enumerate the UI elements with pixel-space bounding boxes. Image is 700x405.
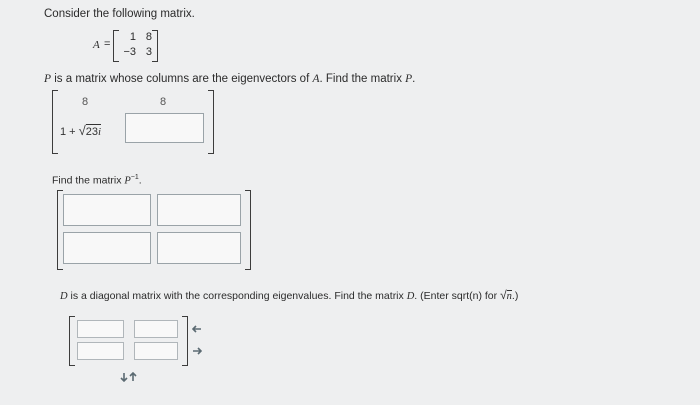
column-swap-arrow-down-icon[interactable]: [120, 372, 128, 384]
matrix-pinv-cell-input[interactable]: [157, 232, 241, 264]
matrix-d-cell-input[interactable]: [134, 320, 178, 338]
matrix-a-equals: =: [104, 38, 111, 50]
sqrt-n: n: [506, 291, 512, 302]
inverse-question-text: Find the matrix: [52, 174, 125, 187]
column-swap-arrow-up-icon[interactable]: [129, 372, 137, 384]
matrix-a-cell: 3: [145, 46, 152, 58]
matrix-pinv-cell-input[interactable]: [63, 194, 151, 226]
var-p2: P: [405, 73, 413, 85]
matrix-d-cell-input[interactable]: [134, 342, 178, 360]
d-question-end: .): [511, 290, 519, 302]
inverse-question: [52, 174, 142, 187]
matrix-d-cell-input[interactable]: [77, 320, 124, 338]
inverse-question-end: .: [138, 174, 142, 187]
prompt-text: Consider the following matrix.: [44, 8, 195, 20]
d-question: [60, 288, 518, 302]
row-swap-arrow-down-icon[interactable]: [192, 347, 202, 357]
imag-unit: i: [98, 126, 102, 138]
var-a: A: [312, 73, 320, 85]
var-d: D: [60, 291, 68, 302]
sqrt-symbol: √: [500, 288, 507, 302]
matrix-d-cell-input[interactable]: [77, 342, 124, 360]
matrix-p-top-left: 8: [82, 96, 89, 108]
var-p-inv: P: [124, 175, 131, 187]
matrix-p-bottom-left: [60, 123, 101, 138]
sqrt-symbol: √: [78, 123, 86, 138]
matrix-pinv-cell-input[interactable]: [63, 232, 151, 264]
inverse-superscript: −1: [130, 174, 139, 181]
matrix-pinv-cell-input[interactable]: [157, 194, 241, 226]
p-question: [44, 73, 415, 85]
var-p: P: [44, 73, 52, 85]
radicand: 23: [85, 126, 99, 138]
matrix-a-cell: −3: [123, 46, 136, 58]
matrix-p-bottom-right-input[interactable]: [125, 113, 204, 143]
matrix-p-right-bracket: [208, 90, 214, 154]
matrix-d-left-bracket: [69, 316, 75, 366]
matrix-a-right-bracket: [152, 30, 158, 62]
matrix-a-cell: 1: [129, 31, 136, 43]
d-question-text2: . (Enter sqrt(n) for: [414, 290, 501, 302]
bottom-left-prefix: 1 +: [60, 126, 79, 138]
p-question-text: is a matrix whose columns are the eigenvectors of: [51, 73, 313, 85]
matrix-d-right-bracket: [182, 316, 188, 366]
var-d2: D: [406, 291, 415, 302]
d-question-text: is a diagonal matrix with the corresponding eigenvalues. Find the matrix: [67, 290, 407, 302]
sqrt-radicand: [86, 124, 101, 138]
matrix-p-top-right: 8: [160, 96, 167, 108]
row-swap-arrow-up-icon[interactable]: [192, 325, 202, 335]
matrix-p-left-bracket: [52, 90, 58, 154]
matrix-a-cell: 8: [145, 31, 152, 43]
p-question-text2: . Find the matrix: [319, 73, 406, 85]
matrix-pinv-right-bracket: [245, 190, 251, 270]
p-question-end: .: [412, 73, 416, 85]
matrix-a-label: A: [93, 39, 100, 51]
